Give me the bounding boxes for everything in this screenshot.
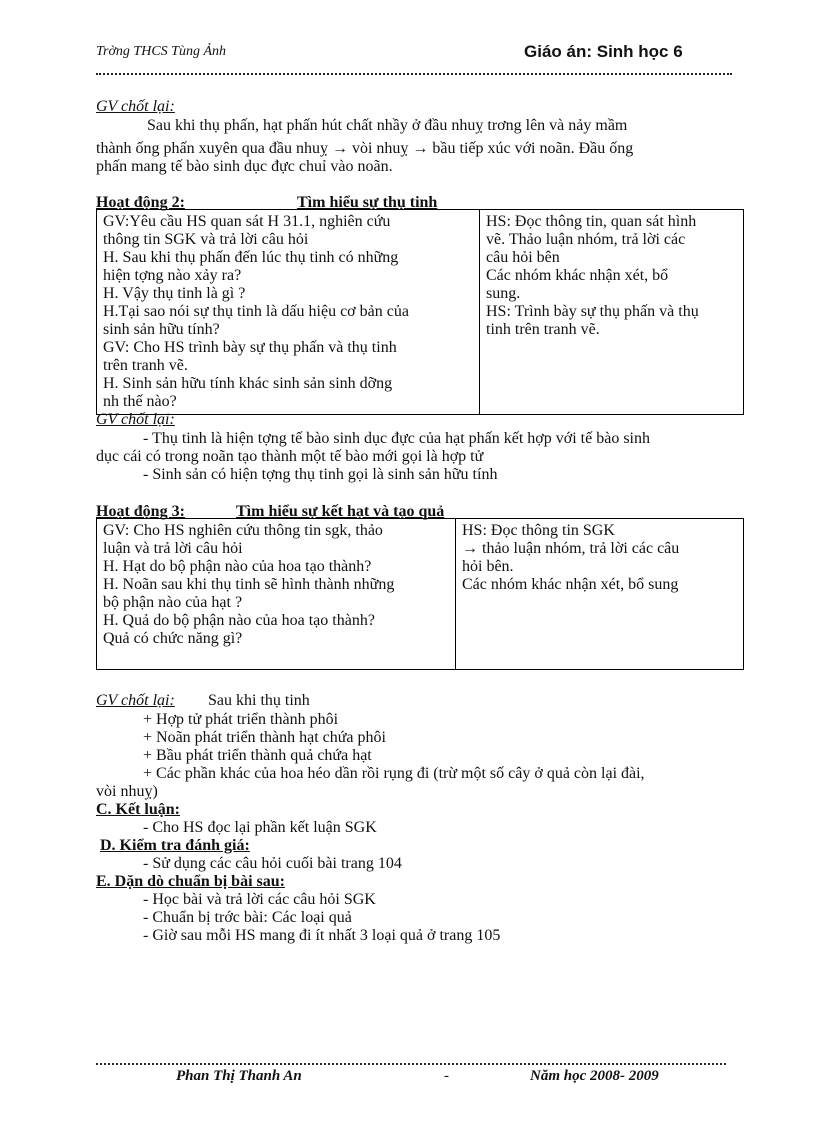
activity2-left-line: H. Sinh sản hữu tính khác sinh sản sinh dỡng [103, 375, 393, 392]
activity2-table [96, 209, 744, 415]
activity2-right-line: tinh trên tranh vẽ. [486, 321, 600, 338]
activity3-teacher-cell [97, 519, 456, 670]
activity2-left-line: H. Vậy thụ tinh là gì ? [103, 285, 246, 302]
assessment-line: - Sử dụng các câu hỏi cuối bài trang 104 [143, 855, 402, 872]
activity2-title: Tìm hiểu sự thụ tinh [297, 194, 438, 211]
footer-author: Phan Thị Thanh An [176, 1068, 302, 1084]
homework-line-2: - Chuẩn bị trớc bài: Các loại quả [143, 909, 352, 926]
activity3-right-line: Các nhóm khác nhận xét, bổ sung [462, 576, 679, 593]
activity2-left-line: thông tin SGK và trả lời câu hỏi [103, 231, 309, 248]
section3-line-5: vòi nhuỵ) [96, 783, 158, 800]
activity2-left-line: nh thế nào? [103, 393, 177, 410]
section2-label: GV chốt lại: [96, 411, 175, 428]
activity2-left-line: H. Sau khi thụ phấn đến lúc thụ tinh có những [103, 249, 399, 266]
activity2-right-line: sung. [486, 285, 521, 302]
assessment-heading: D. Kiểm tra đánh giá: [100, 837, 250, 854]
section3-line-1: + Hợp tử phát triển thành phôi [143, 711, 339, 728]
activity2-label: Hoạt động 2: [96, 194, 185, 211]
section3-line-4: + Các phần khác của hoa héo dần rồi rụng đi (trừ một số cây ở quả còn lại đài, [143, 765, 645, 782]
activity3-left-line: GV: Cho HS nghiên cứu thông tin sgk, thảo [103, 522, 383, 539]
activity3-right-line: hỏi bên. [462, 558, 514, 575]
section2-line-2: dục cái có trong noãn tạo thành một tế bào mới gọi là hợp tử [96, 448, 484, 465]
activity2-left-line: GV: Cho HS trình bày sự thụ phấn và thụ tinh [103, 339, 397, 356]
activity3-label: Hoạt động 3: [96, 503, 185, 520]
section2-line-1: - Thụ tinh là hiện tợng tế bào sinh dục đực của hạt phấn kết hợp với tế bào sinh [143, 430, 650, 447]
activity3-table [96, 518, 744, 670]
section1-label: GV chốt lại: [96, 98, 175, 115]
section3-label: GV chốt lại: [96, 692, 175, 709]
footer-separator: - [444, 1068, 449, 1084]
activity2-right-line: vẽ. Thảo luận nhóm, trả lời các [486, 231, 686, 248]
page-title: Giáo án: Sinh học 6 [524, 42, 683, 61]
activity2-teacher-cell [97, 210, 480, 415]
activity3-left-line: H. Quả do bộ phận nào của hoa tạo thành? [103, 612, 375, 629]
activity2-right-line: câu hỏi bên [486, 249, 560, 266]
activity3-left-line: bộ phận nào của hạt ? [103, 594, 243, 611]
homework-line-3: - Giờ sau mỗi HS mang đi ít nhất 3 loại quả ở trang 105 [143, 927, 501, 944]
activity2-left-line: H.Tại sao nói sự thụ tinh là dấu hiệu cơ bản của [103, 303, 409, 320]
activity2-right-line: HS: Đọc thông tin, quan sát hình [486, 213, 697, 230]
section3-line-2: + Noãn phát triển thành hạt chứa phôi [143, 729, 386, 746]
activity3-left-line: Quả có chức năng gì? [103, 630, 243, 647]
activity2-left-line: sinh sản hữu tính? [103, 321, 220, 338]
activity3-right-line: HS: Đọc thông tin SGK [462, 522, 615, 539]
section1-line-2: thành ống phấn xuyên qua đầu nhuỵ → vòi nhuỵ → bầu tiếp xúc với noãn. Đầu ống [96, 140, 634, 157]
activity2-right-line: HS: Trình bày sự thụ phấn và thụ [486, 303, 699, 320]
section3-intro: Sau khi thụ tinh [208, 692, 310, 709]
activity2-left-line: trên tranh vẽ. [103, 357, 188, 374]
homework-heading: E. Dặn dò chuẩn bị bài sau: [96, 873, 285, 890]
header-divider [96, 73, 732, 75]
school-name: Trờng THCS Tùng Ảnh [96, 44, 227, 59]
activity2-left-line: GV:Yêu cầu HS quan sát H 31.1, nghiên cứu [103, 213, 391, 230]
activity2-student-cell [480, 210, 744, 415]
section1-line-3: phấn mang tế bào sinh dục đực chuỉ vào noãn. [96, 158, 393, 175]
homework-line-1: - Học bài và trả lời các câu hỏi SGK [143, 891, 376, 908]
activity2-left-line: hiện tợng nào xảy ra? [103, 267, 242, 284]
conclusion-heading: C. Kết luận: [96, 801, 180, 818]
section1-line-1: Sau khi thụ phấn, hạt phấn hút chất nhầy ở đầu nhuỵ trơng lên và nảy mầm [147, 117, 628, 134]
section3-line-3: + Bầu phát triển thành quả chứa hạt [143, 747, 372, 764]
activity3-student-cell [456, 519, 744, 670]
section2-line-3: - Sinh sản có hiện tợng thụ tinh gọi là sinh sản hữu tính [143, 466, 498, 483]
activity3-left-line: H. Noãn sau khi thụ tinh sẽ hình thành những [103, 576, 395, 593]
activity3-title: Tìm hiểu sự kết hạt và tạo quả [236, 503, 445, 520]
activity3-right-line: → thảo luận nhóm, trả lời các câu [462, 540, 680, 557]
activity3-left-line: H. Hạt do bộ phận nào của hoa tạo thành? [103, 558, 372, 575]
footer-year: Năm học 2008- 2009 [530, 1068, 659, 1084]
footer-divider [96, 1063, 726, 1065]
activity3-left-line: luận và trả lời câu hỏi [103, 540, 243, 557]
activity2-right-line: Các nhóm khác nhận xét, bổ [486, 267, 669, 284]
conclusion-line: - Cho HS đọc lại phần kết luận SGK [143, 819, 377, 836]
